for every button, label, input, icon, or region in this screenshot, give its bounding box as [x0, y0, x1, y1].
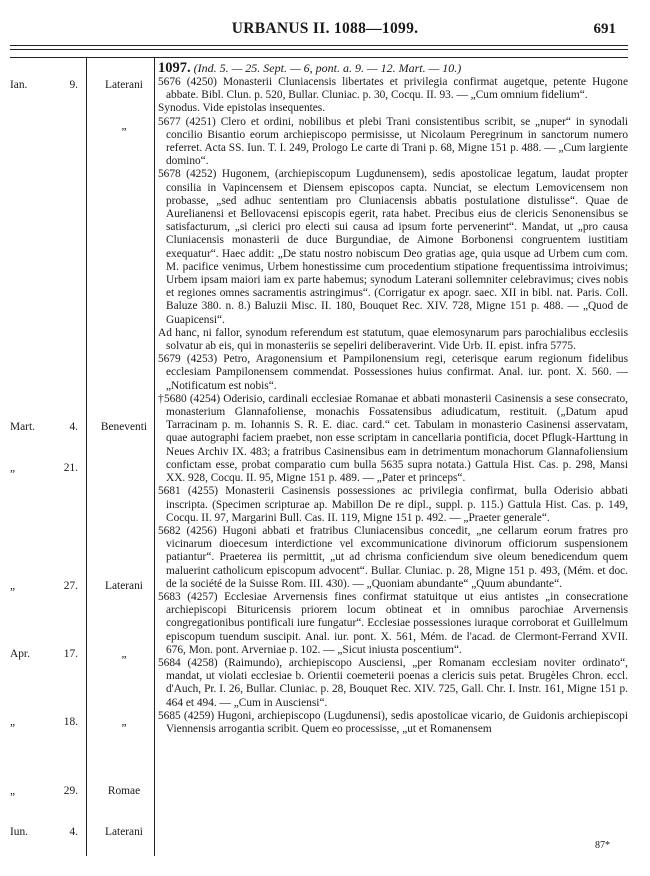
- issue-place: „: [121, 120, 127, 132]
- table-rule: [10, 57, 628, 58]
- date-month: „: [10, 580, 16, 592]
- date-month: Iun.: [10, 826, 29, 838]
- date-row: [10, 421, 155, 434]
- regest-entry: 5681 (4255) Monasterii Casinensis possessiones ac privilegia confirmat, bulla Oderisio abbati inscripta. (Specimen scripturae ap. Mabillon De re dipl., suppl. p. 115.) Gattula Hist. Cas. p. 149, Cocqu. II. 97, Margarini Bull. Cas. II. 119, Migne 151 p. 492. — „Praeter generale“.: [158, 485, 628, 524]
- date-row: [10, 120, 155, 133]
- date-row: [10, 580, 155, 593]
- date-day: 9.: [69, 79, 78, 91]
- regest-entry: 5684 (4258) (Raimundo), archiepiscopo Ausciensi, „per Romanam ecclesiam noviter ordinato“, mandat, ut violati ecclesiae b. Orientii coemeterii poenas a clericis suis petat. Brugèles Chron. eccl. d'Auch, Pr. I. 26, Bullar. Cluniac. p. 28, Bouquet Rec. XIV. 725, Gall. Chr. I. Instr. 161, Migne 151 p. 464 et 494. — „Cum in Ausciensi“.: [158, 656, 628, 709]
- running-title: URBANUS II. 1088—1099.: [231, 20, 419, 37]
- date-day: 27.: [63, 580, 78, 592]
- date-month: Ian.: [10, 79, 28, 91]
- signature-mark: 87*: [595, 840, 610, 851]
- date-row: [10, 648, 155, 661]
- date-month: Mart.: [10, 421, 35, 433]
- regesta-column: [158, 60, 628, 736]
- date-day: 21.: [63, 462, 78, 474]
- entries-list: [158, 76, 628, 736]
- date-row: [10, 79, 155, 92]
- date-day: 4.: [69, 826, 78, 838]
- date-row: [10, 716, 155, 729]
- column-divider-date: [86, 57, 87, 856]
- regest-entry: 5676 (4250) Monasterii Cluniacensis libertates et privilegia confirmat augetque, petente Hugone abbate. Bibl. Clun. p. 520, Bullar. Cluniac. p. 30, Cocqu. II. 93. — „Cum omnium fidelium“.: [158, 76, 628, 102]
- issue-place: Laterani: [105, 79, 143, 91]
- date-month: „: [10, 785, 16, 797]
- date-month: „: [10, 462, 16, 474]
- regest-entry: 5677 (4251) Clero et ordini, nobilibus et plebi Trani consistentibus scribit, se „nuper“ in synodali concilio Bisantio eorum archiepiscopo permisisse, ut Nicolaum Peregrinum in sanctorum numero referret. Acta SS. Iun. T. I. 249, Prologo Le carte di Trani p. 68, Migne 151 p. 488. — „Cum largiente domino“.: [158, 115, 628, 168]
- regest-entry: 5679 (4253) Petro, Aragonensium et Pampilonensium regi, ceterisque earum regionum fidelibus ecclesiam Pampilonensem commendat. Possessiones huius confirmat. Anal. iur. pont. X. 560. — „Notificatum est nobis“.: [158, 353, 628, 392]
- regest-entry: 5678 (4252) Hugonem, (archiepiscopum Lugdunensem), sedis apostolicae legatum, laudat propter consilia in Vapincensem et Diensem episcopos capta. Nunciat, se electum Lemovicensem non probasse, „sed adhuc sententiam pro Cluniacensis abbatis postulatione distulisse“. Quae de Aurelianensi et Bellovacensi episcopis egerit, rata habet. Precibus eius de clericis Senonensibus se satisfacturum, „si clerici pro electi sui causa ad ipsum forte pervenerint“. Mandat, ut „pro causa Cluniacensis monasterii de duce Burgundiae, de Aimone Borbonensi congruentem iustitiam exequatur“. Haec addit: „De statu nostro nobiscum Deo gratias age, quia usque ad Urbem cum com. M. pacifice venimus, Urbem honestissime cum procedentium stipatione frequentissima introivimus; Urbem ipsam maiori iam ex parte habemus; synodum Laterani sollemniter celebravimus; cives nobis et regiones omnes sacramentis astringimus“. (Corrigatur ex apogr. saec. XII in bibl. nat. Paris. Coll. Baluze 380. n. 8.) Baluzii Misc. II. 180, Bouquet Rec. XIV. 728, Migne 151 p. 488. — „Quod de Guapicensi“.: [158, 168, 628, 326]
- date-row: [10, 785, 155, 798]
- regest-entry: 5683 (4257) Ecclesiae Arvernensis fines confirmat statuitque ut eius antistes „in consecratione archiepiscopi Bituricensis priorem locum obtineat et in omnibus parochiae Arvernensis congregationibus pontificali iure fungatur“. Ecclesiae possessiones iuraque corroborat et Guillelmum episcopum tuendum suscipit. Anal. iur. pont. X. 561, Mém. de l'acad. de Clermont-Ferrand XVII. 676, Mon. pont. Arverniae p. 102. — „Sicut iniusta poscentium“.: [158, 590, 628, 656]
- column-divider-place: [154, 57, 155, 856]
- regest-entry: Ad hanc, ni fallor, synodum referendum est statutum, quae elemosynarum pars parochialibus ecclesiis solvatur ab eis, qui in monasteriis se sepeliri deliberaverint. Vide Urb. II. epist. infra 5775.: [158, 326, 628, 353]
- issue-place: Romae: [107, 785, 141, 797]
- year-label: 1097.: [158, 60, 191, 76]
- date-day: 17.: [63, 648, 78, 660]
- regest-entry: †5680 (4254) Oderisio, cardinali ecclesiae Romanae et abbati monasterii Casinensis a sese consecrato, monasterium Glannafoliense, monachis Fossatensibus adiudicatum, restituit. („Datum apud Tarracinam p. m. Iohannis S. R. E. diac. card.“ cet. Tabulam in monasterio Casinensi asservatam, quae autographi faciem praebet, non esse scriptam in cancellaria pontificia, docet Pflugk-Harttung in Neues Archiv IX. 483; a fratribus Casinensibus eam in detrimentum monachorum Glannafoliensium confictam esse, probat comparatio cum bulla 5635 supra notata.) Gattula Hist. Cas. p. 298, Mansi XX. 928, Cocqu. II. 95, Migne 151 p. 489. — „Pater et princeps“.: [158, 392, 628, 485]
- header-rule-bottom: [10, 49, 628, 50]
- date-month: Apr.: [10, 648, 30, 660]
- date-day: 18.: [63, 716, 78, 728]
- header-rule-top: [10, 45, 628, 46]
- year-heading: [158, 60, 628, 76]
- regest-entry: Synodus. Vide epistolas insequentes.: [158, 102, 326, 115]
- year-info: (Ind. 5. — 25. Sept. — 6, pont. a. 9. — 12. Mart. — 10.): [193, 61, 462, 75]
- issue-place: „: [121, 648, 127, 660]
- issue-place: Laterani: [105, 826, 143, 838]
- regest-entry: 5685 (4259) Hugoni, archiepiscopo (Lugdunensi), sedis apostolicae vicario, de Guidonis archiepiscopi Viennensis arrogantia scribit. Quem eo processisse, „ut et Romanensem: [158, 709, 628, 735]
- date-day: 29.: [63, 785, 78, 797]
- issue-place: Laterani: [105, 580, 143, 592]
- date-day: 4.: [69, 421, 78, 433]
- issue-place: Beneventi: [100, 421, 148, 433]
- date-month: „: [10, 716, 16, 728]
- issue-place: „: [121, 716, 127, 728]
- page-number: 691: [593, 21, 616, 37]
- date-row: [10, 826, 155, 839]
- regest-entry: 5682 (4256) Hugoni abbati et fratribus Cluniacensibus concedit, „ne cellarum eorum fratres pro vicinarum dioecesum interdictione vel excommunicatione divinorum officiorum suspensionem patiantur“. Praeterea iis permittit, „ut ad chrisma conficiendum sive oleum benedicendum quem maluerint catholicum episcopum advocent“. Bullar. Cluniac. p. 28, Migne 151 p. 493, (Mém. et doc. de la société de la Suisse Rom. III. 430). — „Quoniam abundante“ „Quum abundante“.: [158, 524, 628, 590]
- date-row: [10, 462, 155, 475]
